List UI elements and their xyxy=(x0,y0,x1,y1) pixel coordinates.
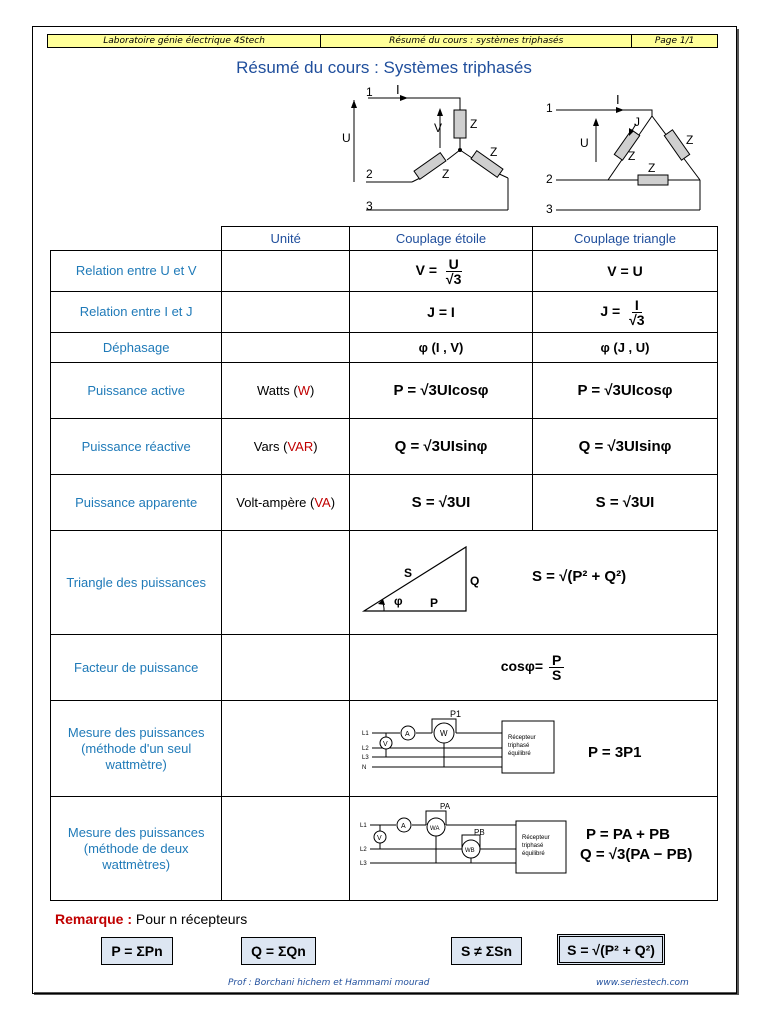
row-unit xyxy=(222,292,350,333)
wm1-l3: L3 xyxy=(362,754,369,761)
unit-end: ) xyxy=(313,439,318,454)
wm1-l1: L1 xyxy=(362,730,369,737)
row-unit xyxy=(222,475,350,531)
row-unit xyxy=(222,701,350,797)
receiver-line: triphasé xyxy=(522,842,544,849)
unit-symbol: W xyxy=(297,383,310,398)
summary-formula-p: P = ΣPn xyxy=(101,937,173,965)
summary-table xyxy=(50,226,718,901)
fraction xyxy=(626,298,647,327)
ammeter-label: A xyxy=(405,730,410,738)
fraction xyxy=(443,257,464,286)
fraction-num: U xyxy=(446,257,462,272)
unit-text: Watts ( xyxy=(257,383,298,398)
header-subject: Résumé du cours : systèmes triphasés xyxy=(321,35,632,47)
formula-uv-delta: V = U xyxy=(532,251,717,292)
wm1-l2: L2 xyxy=(362,745,369,752)
wm2-pa: PA xyxy=(440,801,451,811)
star-z3: Z xyxy=(490,145,498,159)
delta-line1: 1 xyxy=(546,101,553,115)
footer-authors: Prof : Borchani hichem et Hammami mourad xyxy=(228,978,430,988)
table-row xyxy=(51,531,718,635)
wattmeter-label: W xyxy=(440,728,448,738)
formula-two-watt-p: P = PA + PB xyxy=(586,825,670,843)
formula-phase-delta: φ (J , U) xyxy=(532,333,717,363)
row-unit xyxy=(222,797,350,901)
row-unit xyxy=(222,251,350,292)
formula-lhs: V = xyxy=(415,261,441,278)
receiver-line: équilibré xyxy=(522,850,545,857)
star-line1: 1 xyxy=(366,85,373,99)
table-row xyxy=(51,363,718,419)
power-triangle xyxy=(350,533,716,633)
wm2-pb: PB xyxy=(474,827,485,837)
unit-symbol: VA xyxy=(314,495,331,510)
fraction xyxy=(549,653,564,682)
remark-keyword: Remarque : xyxy=(55,911,133,927)
delta-voltage-u: U xyxy=(580,136,589,150)
formula-lhs: J = xyxy=(600,302,625,319)
page-title: Résumé du cours : Systèmes triphasés xyxy=(236,58,532,77)
delta-z1: Z xyxy=(628,149,636,163)
table-row xyxy=(51,797,718,901)
wattmeter-a-label: WA xyxy=(430,825,440,832)
row-label: Triangle des puissances xyxy=(51,531,222,635)
formula-ij-delta xyxy=(532,292,717,333)
star-line3: 3 xyxy=(366,199,373,213)
voltmeter-label: V xyxy=(383,740,388,748)
delta-current-j: J xyxy=(634,115,640,129)
table-header-empty xyxy=(51,227,222,251)
row-unit xyxy=(222,419,350,475)
table-header-delta: Couplage triangle xyxy=(532,227,717,251)
fraction-num: I xyxy=(632,298,642,313)
triangle-phi: φ xyxy=(394,593,403,608)
formula-p-delta: P = √3UIcosφ xyxy=(532,363,717,419)
fraction-den: √3 xyxy=(445,270,462,287)
wm2-l2: L2 xyxy=(360,846,367,853)
footer-site: www.seriestech.com xyxy=(596,978,689,988)
formula-one-watt: P = 3P1 xyxy=(588,743,642,761)
delta-z2: Z xyxy=(648,161,656,175)
formula-s-triangle: S = √(P² + Q²) xyxy=(532,567,627,585)
star-line2: 2 xyxy=(366,167,373,181)
triangle-s: S xyxy=(404,565,413,580)
header-page: Page 1/1 xyxy=(654,36,695,46)
star-diagram xyxy=(330,82,530,218)
star-voltage-v: V xyxy=(434,121,443,135)
table-header-unit: Unité xyxy=(222,227,350,251)
row-label: Puissance réactive xyxy=(51,419,222,475)
row-label: Mesure des puissances (méthode de deux wattmètres) xyxy=(51,797,222,901)
formula-s-delta: S = √3UI xyxy=(532,475,717,531)
unit-text: Vars ( xyxy=(253,439,288,454)
summary-formula-s: S = √(P² + Q²) xyxy=(557,934,665,965)
ammeter-label: A xyxy=(401,822,406,830)
one-wattmeter-cell xyxy=(350,701,718,797)
delta-diagram xyxy=(540,94,720,220)
row-label: Puissance active xyxy=(51,363,222,419)
row-unit xyxy=(222,635,350,701)
row-label: Puissance apparente xyxy=(51,475,222,531)
summary-formula-q: Q = ΣQn xyxy=(241,937,316,965)
table-row xyxy=(51,475,718,531)
receiver-line: Récepteur xyxy=(522,834,550,841)
delta-current-i: I xyxy=(616,94,620,107)
header-bar xyxy=(47,34,718,48)
row-label: Déphasage xyxy=(51,333,222,363)
formula-q-delta: Q = √3UIsinφ xyxy=(532,419,717,475)
row-label: Facteur de puissance xyxy=(51,635,222,701)
unit-text: Volt-ampère ( xyxy=(236,495,315,510)
unit-end: ) xyxy=(309,383,315,398)
wm1-n: N xyxy=(362,764,367,771)
power-triangle-cell xyxy=(350,531,718,635)
row-unit xyxy=(222,333,350,363)
star-current: I xyxy=(396,82,400,97)
one-wattmeter-diagram xyxy=(350,703,716,795)
table-header-star: Couplage étoile xyxy=(350,227,533,251)
formula-s-star: S = √3UI xyxy=(350,475,533,531)
voltmeter-label: V xyxy=(377,834,382,842)
table-row xyxy=(51,701,718,797)
star-voltage-u: U xyxy=(342,131,351,145)
header-lab: Laboratoire génie électrique 4Stech xyxy=(48,35,321,47)
wm2-l1: L1 xyxy=(360,822,367,829)
delta-line2: 2 xyxy=(546,172,553,186)
star-z2: Z xyxy=(442,167,450,181)
remark xyxy=(55,911,247,927)
row-label: Mesure des puissances (méthode d'un seul wattmètre) xyxy=(51,701,222,797)
table-row xyxy=(51,419,718,475)
formula-phase-star: φ (I , V) xyxy=(350,333,533,363)
fraction-den: √3 xyxy=(629,311,645,328)
triangle-q: Q xyxy=(470,573,480,588)
table-row xyxy=(51,251,718,292)
row-label: Relation entre I et J xyxy=(51,292,222,333)
formula-two-watt-q: Q = √3(PA − PB) xyxy=(580,845,693,863)
receiver-line: triphasé xyxy=(508,742,530,749)
row-unit xyxy=(222,363,350,419)
formula-ij-star: J = I xyxy=(350,292,533,333)
delta-line3: 3 xyxy=(546,202,553,216)
table-row xyxy=(51,292,718,333)
remark-text: Pour n récepteurs xyxy=(132,911,248,927)
summary-formula-s-neq: S ≠ ΣSn xyxy=(451,937,522,965)
fraction-den: S xyxy=(551,667,562,683)
fraction-num: P xyxy=(549,653,564,668)
unit-end: ) xyxy=(330,495,336,510)
unit-symbol: VAR xyxy=(287,439,314,454)
formula-uv-star xyxy=(350,251,533,292)
table-header-row xyxy=(51,227,718,251)
wm2-l3: L3 xyxy=(360,860,367,867)
formula-lhs: cosφ= xyxy=(500,658,547,675)
two-wattmeter-diagram xyxy=(350,799,716,899)
row-unit xyxy=(222,531,350,635)
table-row xyxy=(51,333,718,363)
wm1-p1: P1 xyxy=(450,708,462,719)
wattmeter-b-label: WB xyxy=(465,847,475,854)
row-label: Relation entre U et V xyxy=(51,251,222,292)
receiver-line: Récepteur xyxy=(508,734,536,741)
triangle-p: P xyxy=(430,595,439,610)
star-z1: Z xyxy=(470,117,478,131)
table-row xyxy=(51,635,718,701)
formula-p-star: P = √3UIcosφ xyxy=(350,363,533,419)
delta-z3: Z xyxy=(686,133,694,147)
formula-power-factor xyxy=(350,635,718,701)
receiver-line: équilibré xyxy=(508,750,531,757)
two-wattmeter-cell xyxy=(350,797,718,901)
formula-q-star: Q = √3UIsinφ xyxy=(350,419,533,475)
